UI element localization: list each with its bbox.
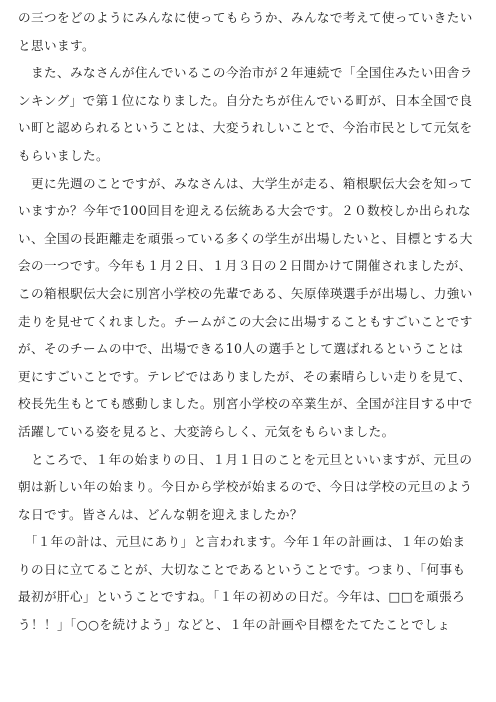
text-line: が、そのチームの中で、出場できる10人の選手として選ばれるということは bbox=[18, 341, 464, 357]
text-line: いますか？今年で100回目を迎える伝統ある大会です。２０数校しか出られな bbox=[18, 203, 472, 219]
text-line: 校長先生もとても感動しました。別宮小学校の卒業生が、全国が注目する中で bbox=[18, 396, 473, 412]
text-line: と思います。 bbox=[18, 37, 95, 53]
text-line: りの日に立てることが、大切なことであるということです。つまり、「何事も bbox=[18, 561, 466, 577]
text-line: な日です。皆さんは、どんな朝を迎えましたか？ bbox=[18, 506, 303, 522]
text-line: の三つをどのようにみんなに使ってもらうか、みんなで考えて使っていきたい bbox=[18, 10, 473, 25]
text-line: ところで、１年の始まりの日、１月１日のことを元旦といいますが、元旦の bbox=[18, 451, 473, 467]
text-line: 走りを見せてくれました。チームがこの大会に出場することもすごいことです bbox=[18, 313, 473, 329]
text-line: 「１年の計は、元旦にあり」と言われます。今年１年の計画は、１年の始ま bbox=[18, 534, 466, 550]
text-line: 会の一つです。今年も１月２日、１月３日の２日間かけて開催されましたが、 bbox=[18, 258, 472, 274]
text-line: もらいました。 bbox=[18, 147, 109, 163]
text-line: 更に先週のことですが、みなさんは、大学生が走る、箱根駅伝大会を知って bbox=[18, 175, 473, 191]
text-line: 朝は新しい年の始まり。今日から学校が始まるので、今日は学校の元旦のよう bbox=[18, 479, 473, 495]
text-line: い、全国の長距離走を頑張っている多くの学生が出場したいと、目標とする大 bbox=[18, 230, 473, 246]
text-line: う！！」「○○を続けよう」などと、１年の計画や目標をたてたことでしょ bbox=[18, 617, 451, 633]
text-line: また、みなさんが住んでいるこの今治市が２年連続で「全国住みたい田舎ラ bbox=[18, 65, 473, 81]
text-line: い町と認められるということは、大変うれしいことで、今治市民として元気を bbox=[18, 120, 473, 136]
text-line: この箱根駅伝大会に別宮小学校の先輩である、矢原倖瑛選手が出場し、力強い bbox=[18, 285, 473, 301]
text-line: ンキング」で第１位になりました。自分たちが住んでいる町が、日本全国で良 bbox=[18, 92, 473, 108]
text-line: 更にすごいことです。テレビではありましたが、その素晴らしい走りを見て、 bbox=[18, 368, 472, 384]
text-line: 活躍している姿を見ると、大変誇らしく、元気をもらいました。 bbox=[18, 423, 395, 439]
text-line: 最初が肝心」ということですね。「１年の初めの日だ。今年は、□□を頑張ろ bbox=[18, 589, 466, 605]
